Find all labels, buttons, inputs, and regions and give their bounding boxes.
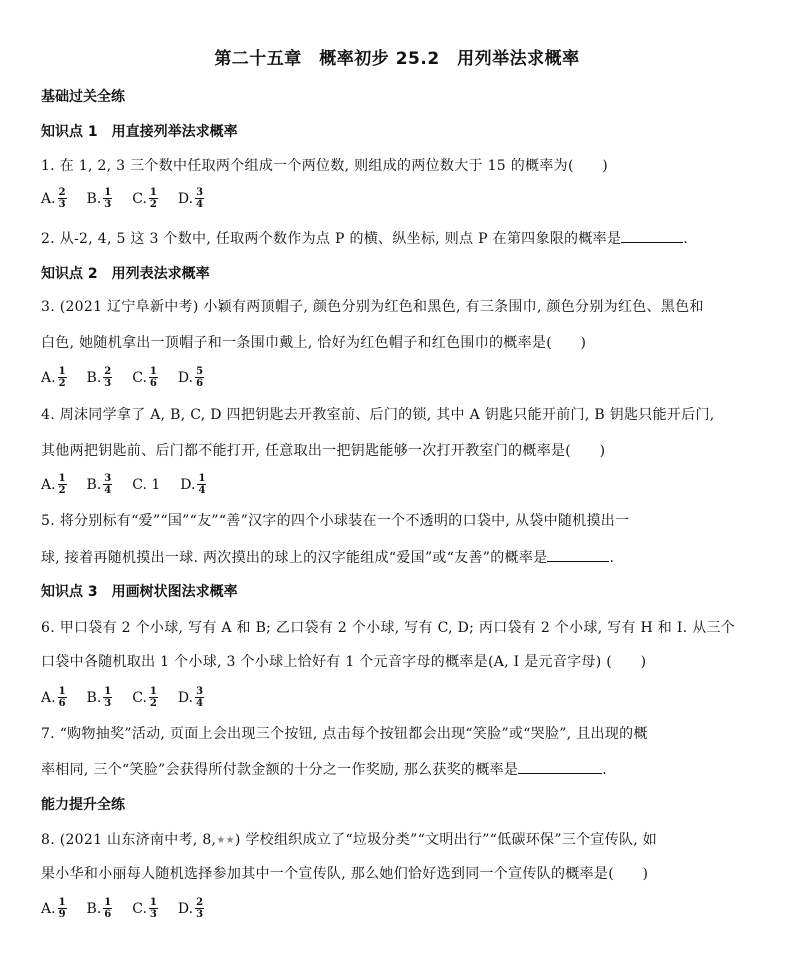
q6-line1: 6. 甲口袋有 2 个小球, 写有 A 和 B; 乙口袋有 2 个小球, 写有 C, D; 丙口袋有 2 个小球, 写有 H 和 I. 从三个 <box>41 620 736 636</box>
q8-option-d[interactable]: D. $\frac{2}{3}$ <box>177 897 204 920</box>
q4-line1: 4. 周沫同学拿了 A, B, C, D 四把钥匙去开教室前、后门的锁, 其中 A 钥匙只能开前门, B 钥匙只能开后门, <box>41 407 715 423</box>
q1-text: 1. 在 1, 2, 3 三个数中任取两个组成一个两位数, 则组成的两位数大于 15 的概率为( ) <box>41 158 609 174</box>
q4-option-a[interactable]: A. $\frac{1}{2}$ <box>41 473 66 496</box>
q6-option-b[interactable]: B. $\frac{1}{3}$ <box>86 686 112 709</box>
q6-option-d[interactable]: D. $\frac{3}{4}$ <box>177 686 204 709</box>
q3-option-c[interactable]: C. $\frac{1}{6}$ <box>132 366 157 389</box>
q4-option-b[interactable]: B. $\frac{3}{4}$ <box>86 473 112 496</box>
q3-options <box>41 366 224 389</box>
q6-option-c[interactable]: C. $\frac{1}{2}$ <box>132 686 157 709</box>
section-kp2: 知识点 2 用列表法求概率 <box>41 266 210 282</box>
section-kp1: 知识点 1 用直接列举法求概率 <box>41 124 238 140</box>
q7-answer-blank[interactable] <box>518 761 602 774</box>
q6-option-a[interactable]: A. $\frac{1}{6}$ <box>41 686 66 709</box>
q8-option-a[interactable]: A. $\frac{1}{9}$ <box>41 897 66 920</box>
q1-option-d[interactable]: D. $\frac{3}{4}$ <box>177 187 204 210</box>
q7-line2: 率相同, 三个“笑脸”会获得所付款金额的十分之一作奖励, 那么获奖的概率是 . <box>41 762 607 778</box>
q1-option-c[interactable]: C. $\frac{1}{2}$ <box>132 187 157 210</box>
q1-option-b[interactable]: B. $\frac{1}{3}$ <box>86 187 112 210</box>
q1-options <box>41 187 224 210</box>
q1-option-a[interactable]: A. $\frac{2}{3}$ <box>41 187 66 210</box>
q4-options <box>41 473 226 496</box>
q3-option-a[interactable]: A. $\frac{1}{2}$ <box>41 366 66 389</box>
section-advanced: 能力提升全练 <box>41 797 125 813</box>
section-kp3: 知识点 3 用画树状图法求概率 <box>41 584 238 600</box>
q3-option-b[interactable]: B. $\frac{2}{3}$ <box>86 366 112 389</box>
q5-line2: 球, 接着再随机摸出一球. 两次摸出的球上的汉字能组成“爱国”或“友善”的概率是 . <box>41 550 615 566</box>
page-title: 第二十五章 概率初步 25.2 用列举法求概率 <box>214 49 580 69</box>
q3-option-d[interactable]: D. $\frac{5}{6}$ <box>177 366 204 389</box>
q6-line2: 口袋中各随机取出 1 个小球, 3 个小球上恰好有 1 个元音字母的概率是(A, I 是元音字母) ( ) <box>41 654 647 670</box>
q4-option-d[interactable]: D. $\frac{1}{4}$ <box>180 473 206 496</box>
q5-answer-blank[interactable] <box>547 549 609 562</box>
q5-line1: 5. 将分别标有“爱”“国”“友”“善”汉字的四个小球装在一个不透明的口袋中, 从袋中随机摸出一 <box>41 513 630 529</box>
difficulty-stars-icon: ★★ <box>216 834 235 846</box>
q8-option-c[interactable]: C. $\frac{1}{3}$ <box>132 897 157 920</box>
q8-line1: 8. (2021 山东济南中考, 8,★★) 学校组织成立了“垃圾分类”“文明出行”“低碳环保”三个宣传队, 如 <box>41 832 658 848</box>
q4-line2: 其他两把钥匙前、后门都不能打开, 任意取出一把钥匙能够一次打开教室门的概率是( ) <box>41 443 606 459</box>
q3-line1: 3. (2021 辽宁阜新中考) 小颖有两顶帽子, 颜色分别为红色和黑色, 有三条围巾, 颜色分别为红色、黑色和 <box>41 299 704 315</box>
q2-answer-blank[interactable] <box>621 230 683 243</box>
q7-line1: 7. “购物抽奖”活动, 页面上会出现三个按钮, 点击每个按钮都会出现“笑脸”或“哭脸”, 且出现的概 <box>41 726 648 742</box>
q8-line2: 果小华和小丽每人随机选择参加其中一个宣传队, 那么她们恰好选到同一个宣传队的概率是( ) <box>41 866 649 882</box>
section-basic: 基础过关全练 <box>41 89 125 105</box>
q6-options <box>41 686 224 709</box>
q2-text: 2. 从-2, 4, 5 这 3 个数中, 任取两个数作为点 P 的横、纵坐标, 则点 P 在第四象限的概率是 . <box>41 231 689 247</box>
q8-options <box>41 897 224 920</box>
q3-line2: 白色, 她随机拿出一顶帽子和一条围巾戴上, 恰好为红色帽子和红色围巾的概率是( ) <box>41 335 587 351</box>
q8-option-b[interactable]: B. $\frac{1}{6}$ <box>86 897 112 920</box>
q4-option-c[interactable]: C. 1 <box>132 476 161 493</box>
